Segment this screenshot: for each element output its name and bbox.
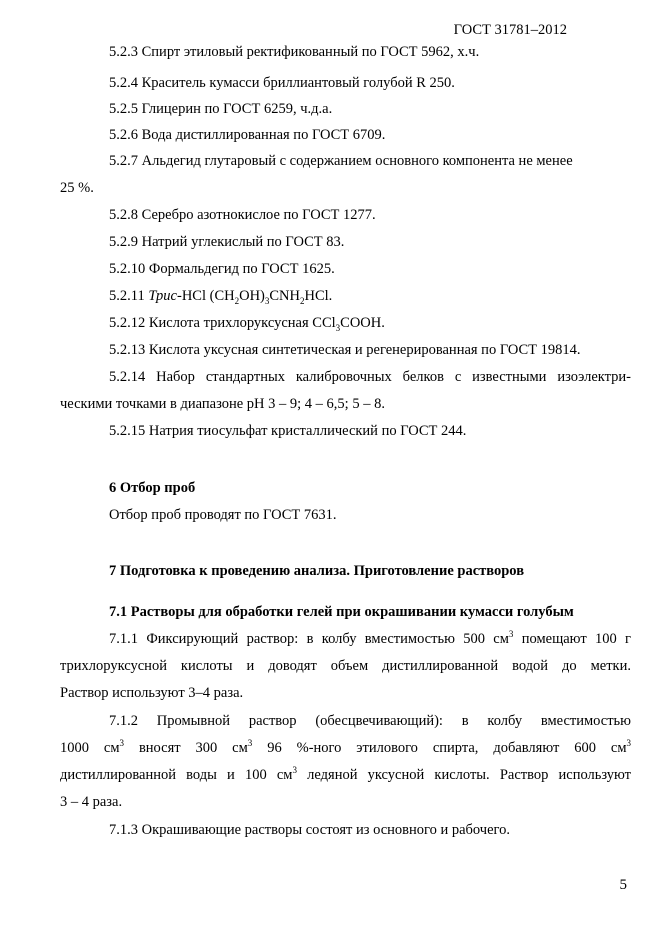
item-5-2-4: 5.2.4 Краситель кумасси бриллиантовый голубой R 250. — [109, 75, 455, 91]
formula-subscript: 3 — [264, 295, 270, 306]
tris-term: Трис — [148, 288, 177, 304]
item-5-2-15: 5.2.15 Натрия тиосульфат кристаллический по ГОСТ 244. — [109, 423, 467, 439]
formula-part: HCl. — [304, 288, 333, 304]
item-5-2-14-line1: 5.2.14 Набор стандартных калибровочных белков с известными изоэлектри- — [109, 369, 631, 385]
item-5-2-12-text: 5.2.12 Кислота трихлоруксусная CCl — [109, 315, 336, 331]
superscript: 3 — [626, 738, 631, 749]
document-header: ГОСТ 31781–2012 — [453, 22, 567, 38]
item-5-2-7-line1: 5.2.7 Альдегид глутаровый с содержанием основного компонента не менее — [109, 153, 573, 169]
item-5-2-11-number: 5.2.11 — [109, 288, 149, 304]
section-6-title: 6 Отбор проб — [109, 480, 196, 496]
formula-part: OH) — [239, 288, 265, 304]
para-text: ледяной уксусной кислоты. Раствор используют — [297, 767, 632, 783]
para-7-1-2-line1: 7.1.2 Промывной раствор (обесцвечивающий): в колбу вместимостью — [109, 713, 631, 729]
item-5-2-5: 5.2.5 Глицерин по ГОСТ 6259, ч.д.а. — [109, 101, 333, 117]
para-7-1-1-line1 — [109, 631, 631, 648]
para-text: помещают 100 г — [513, 631, 631, 647]
item-5-2-11 — [109, 288, 332, 305]
section-7-title: 7 Подготовка к проведению анализа. Приготовление растворов — [109, 563, 525, 579]
formula-subscript: 2 — [234, 295, 240, 306]
superscript: 3 — [292, 765, 297, 776]
page-number: 5 — [619, 877, 627, 893]
formula-subscript: 2 — [300, 295, 305, 306]
para-text: 7.1.1 Фиксирующий раствор: в колбу вместимостью 500 см — [109, 631, 509, 647]
para-text: дистиллированной воды и 100 см — [60, 767, 293, 783]
para-7-1-1-line3: Раствор используют 3–4 раза. — [60, 685, 244, 701]
item-5-2-9: 5.2.9 Натрий углекислый по ГОСТ 83. — [109, 234, 345, 250]
formula-subscript: 3 — [335, 322, 341, 333]
formula-part: -HCl (CH — [176, 288, 235, 304]
para-7-1-2-line2 — [60, 740, 631, 757]
subsection-7-1-title: 7.1 Растворы для обработки гелей при окрашивании кумасси голубым — [109, 604, 574, 620]
para-7-1-2-line3 — [60, 767, 631, 784]
item-5-2-12 — [109, 315, 385, 332]
superscript: 3 — [247, 738, 253, 749]
formula-part: COOH. — [340, 315, 385, 331]
superscript: 3 — [119, 738, 125, 749]
para-text: 96 %-ного этилового спирта, добавляют 600 см — [252, 740, 627, 756]
para-text: 1000 см — [60, 740, 120, 756]
item-5-2-3: 5.2.3 Спирт этиловый ректификованный по ГОСТ 5962, х.ч. — [109, 44, 480, 60]
para-7-1-3: 7.1.3 Окрашивающие растворы состоят из основного и рабочего. — [109, 822, 510, 838]
para-text: вносят 300 см — [124, 740, 248, 756]
item-5-2-7-line2: 25 %. — [60, 180, 94, 196]
item-5-2-14-line2: ческими точками в диапазоне pH 3 – 9; 4 – 6,5; 5 – 8. — [60, 396, 385, 412]
superscript: 3 — [508, 629, 514, 640]
item-5-2-8: 5.2.8 Серебро азотнокислое по ГОСТ 1277. — [109, 207, 376, 223]
para-7-1-1-line2: трихлоруксусной кислоты и доводят объем дистиллированной водой до метки. — [60, 658, 631, 674]
formula-part: CNH — [269, 288, 300, 304]
para-7-1-2-line4: 3 – 4 раза. — [60, 794, 123, 810]
item-5-2-13: 5.2.13 Кислота уксусная синтетическая и регенерированная по ГОСТ 19814. — [109, 342, 581, 358]
section-6-text: Отбор проб проводят по ГОСТ 7631. — [109, 507, 337, 523]
item-5-2-6: 5.2.6 Вода дистиллированная по ГОСТ 6709. — [109, 127, 386, 143]
item-5-2-10: 5.2.10 Формальдегид по ГОСТ 1625. — [109, 261, 335, 277]
